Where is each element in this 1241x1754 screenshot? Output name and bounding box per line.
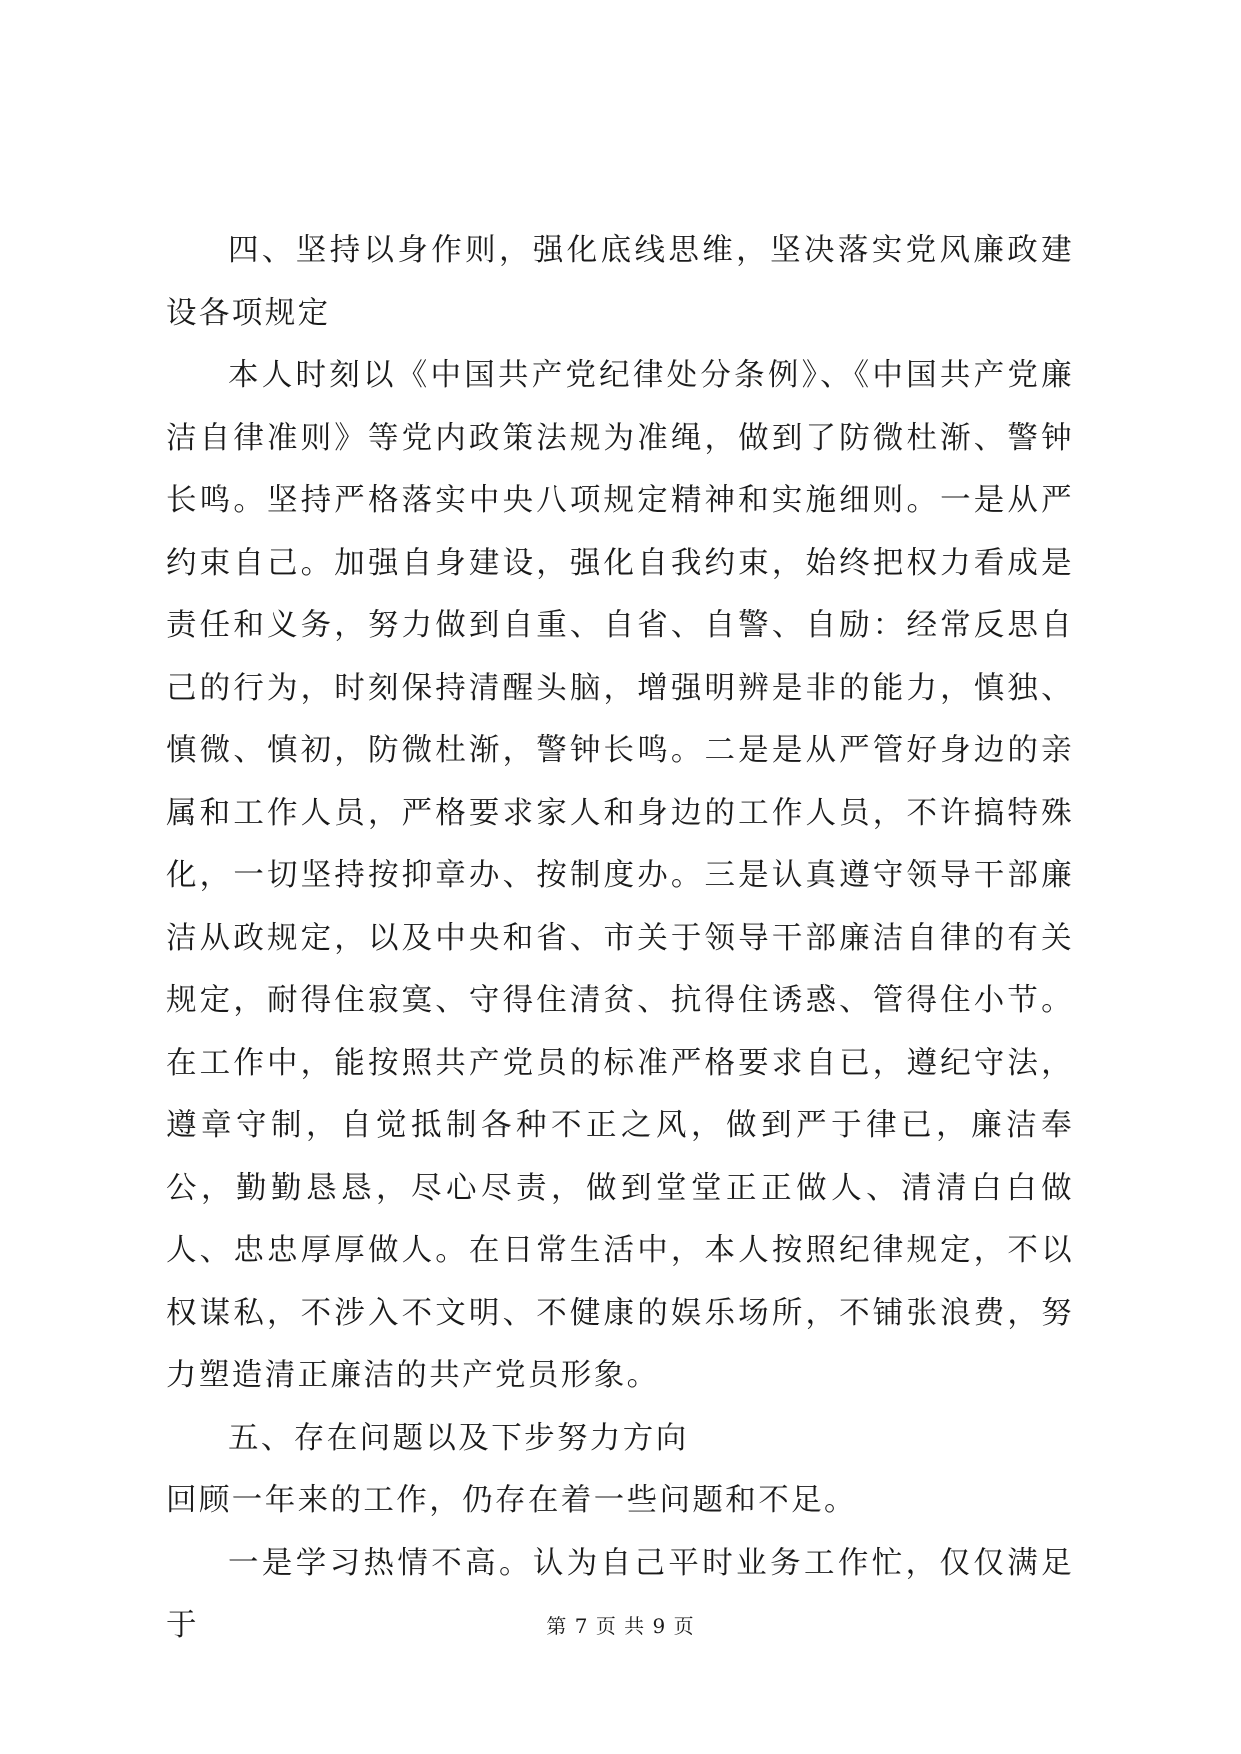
body-paragraph: 本人时刻以《中国共产党纪律处分条例》、《中国共产党廉洁自律准则》等党内政策法规为准绳，做到了防微杜渐、警钟长鸣。坚持严格落实中央八项规定精神和实施细则。一是从严约束自己。加强自身建设，强化自我约束，始终把权力看成是责任和义务，努力做到自重、自省、自警、自励：经常反思自己的行为，时刻保持清醒头脑，增强明辨是非的能力，慎独、慎微、慎初，防微杜渐，警钟长鸣。二是是从严管好身边的亲属和工作人员，严格要求家人和身边的工作人员，不许搞特殊化，一切坚持按抑章办、按制度办。三是认真遵守领导干部廉洁从政规定，以及中央和省、市关于领导干部廉洁自律的有关规定，耐得住寂寞、守得住清贫、抗得住诱惑、管得住小节。在工作中，能按照共产党员的标准严格要求自已，遵纪守法，遵章守制，自觉抵制各种不正之风，做到严于律已，廉洁奉公，勤勤恳恳，尽心尽责，做到堂堂正正做人、清清白白做人、忠忠厚厚做人。在日常生活中，本人按照纪律规定，不以权谋私，不涉入不文明、不健康的娱乐场所，不铺张浪费，努力塑造清正廉洁的共产党员形象。 bbox=[166, 358, 1074, 1393]
section-heading-5: 五、存在问题以及下步努力方向 bbox=[228, 1420, 689, 1456]
document-body bbox=[166, 220, 1074, 1658]
section-heading-4: 四、坚持以身作则，强化底线思维，坚决落实党风廉政建设各项规定 bbox=[166, 233, 1074, 331]
body-paragraph-review: 回顾一年来的工作，仍存在着一些问题和不足。 bbox=[166, 1483, 857, 1518]
page-number-footer: 第 7 页 共 9 页 bbox=[546, 1614, 695, 1638]
body-paragraph-issue-1: 一是学习热情不高。认为自己平时业务工作忙，仅仅满足于 bbox=[166, 1545, 1074, 1643]
